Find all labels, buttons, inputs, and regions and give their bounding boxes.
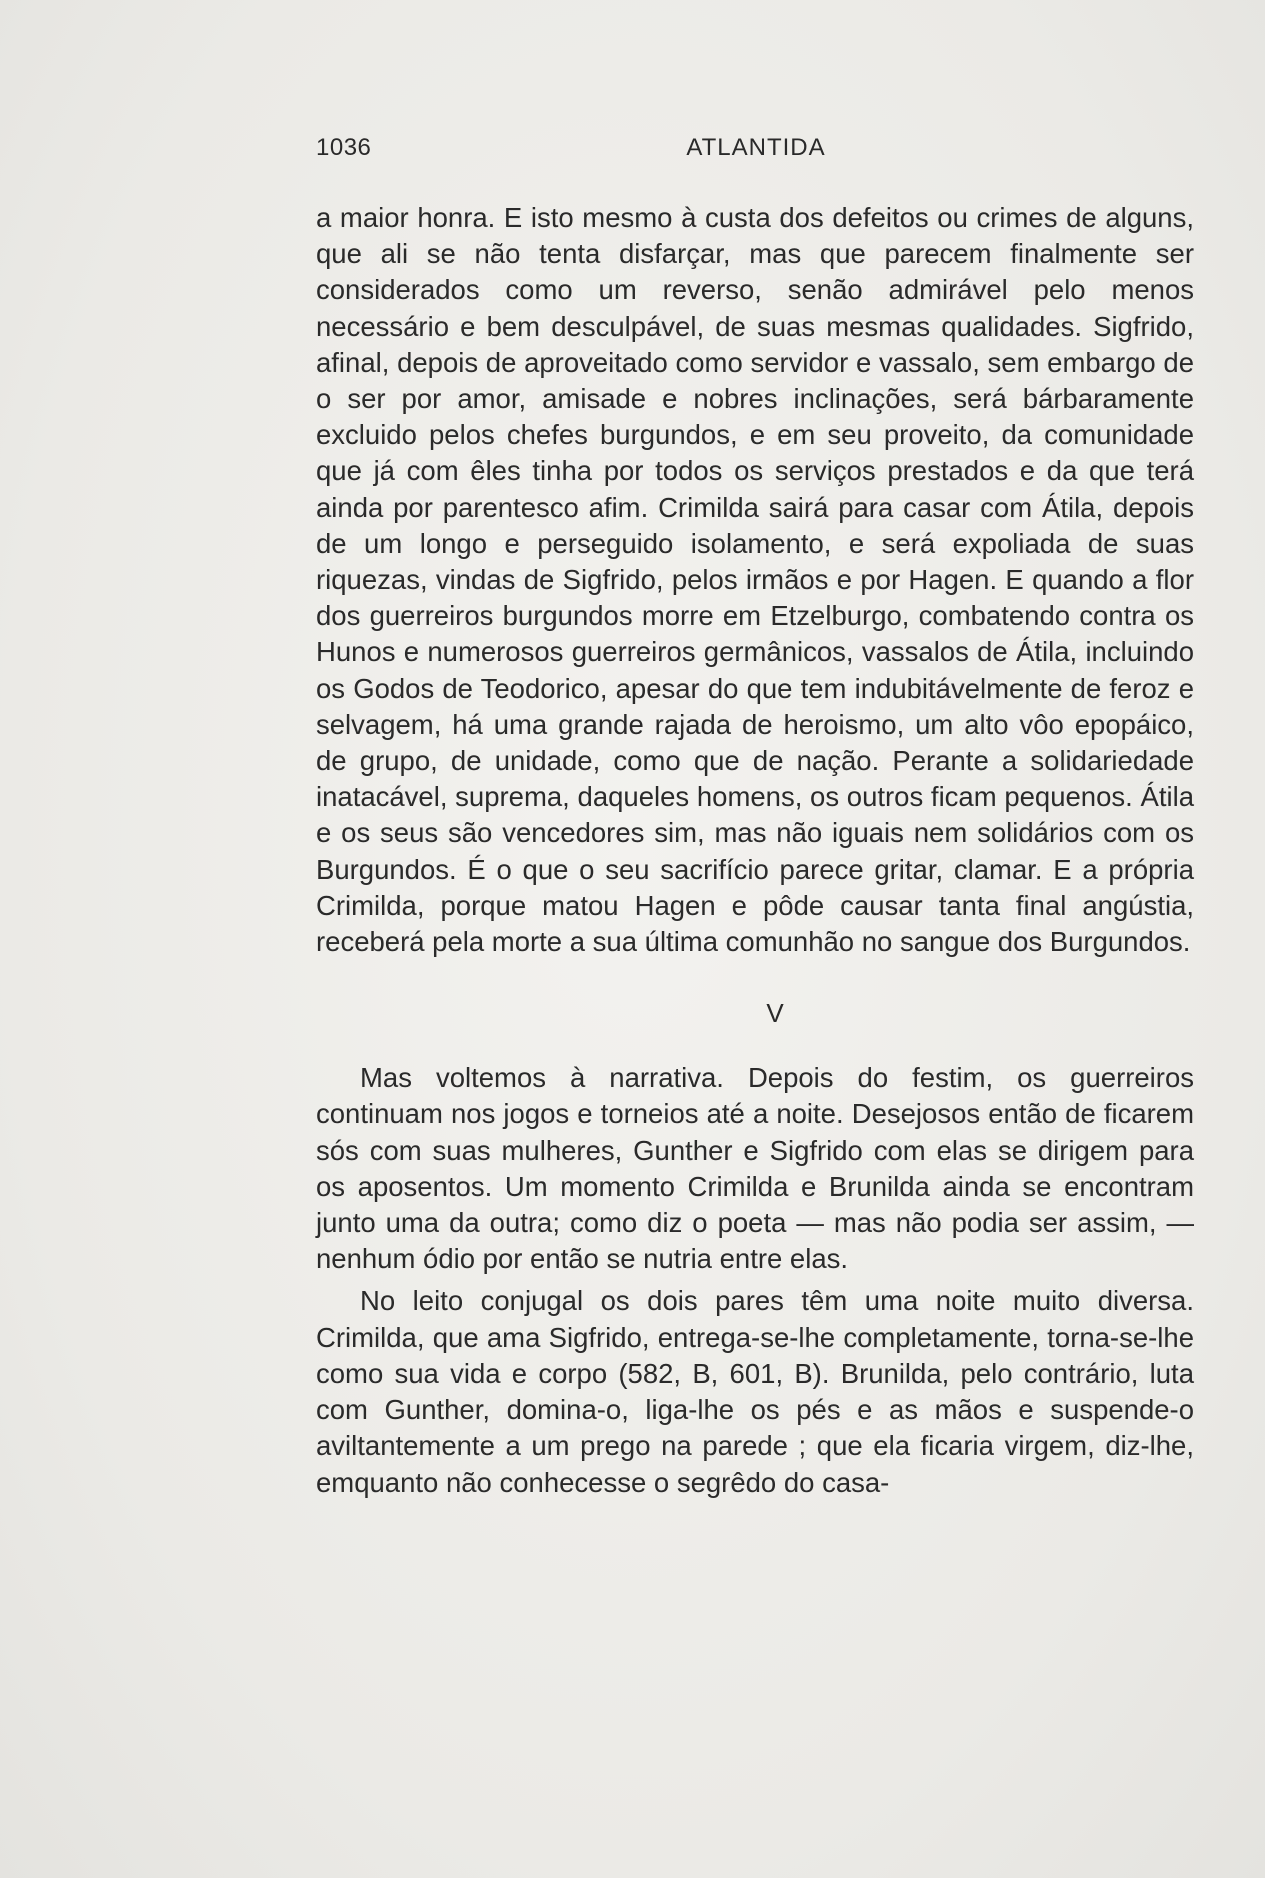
body-text (316, 200, 1194, 1501)
page-number: 1036 (316, 134, 372, 161)
paragraph-2: Mas voltemos à narrativa. Depois do festim, os guerreiros continuam nos jogos e torneios até a noite. Desejosos então de ficarem sós com suas mulheres, Gunther e Sigfrido com elas se dirigem para os aposentos. Um momento Crimilda e Brunilda ainda se encontram junto uma da outra; como diz o poeta — mas não podia ser assim, — nenhum ódio por então se nutria entre elas. (316, 1062, 1194, 1275)
page-header (316, 134, 1196, 164)
section-heading: V (766, 998, 784, 1029)
paragraph-3: No leito conjugal os dois pares têm uma noite muito diversa. Crimilda, que ama Sigfrido, entrega-se-lhe completamente, torna-se-lhe como sua vida e corpo (582, B, 601, B). Brunilda, pelo contrário, luta com Gunther, domina-o, liga-lhe os pés e as mãos e suspende-o aviltantemente a um prego na parede ; que ela ficaria virgem, diz-lhe, emquanto não conhecesse o segrêdo do casa- (316, 1285, 1194, 1498)
running-title: ATLANTIDA (686, 134, 826, 161)
paragraph-1: a maior honra. E isto mesmo à custa dos defeitos ou crimes de alguns, que ali se não tenta disfarçar, mas que parecem finalmente ser considerados como um reverso, senão admirável pelo menos necessário e bem desculpável, de suas mesmas qualidades. Sigfrido, afinal, depois de aproveitado como servidor e vassalo, sem embargo de o ser por amor, amisade e nobres inclinações, será bárbaramente excluido pelos chefes burgundos, e em seu proveito, da comunidade que já com êles tinha por todos os serviços prestados e da que terá ainda por parentesco afim. Crimilda sairá para casar com Átila, depois de um longo e perseguido isolamento, e será expoliada de suas riquezas, vindas de Sigfrido, pelos irmãos e por Hagen. E quando a flor dos guerreiros burgundos morre em Etzelburgo, combatendo contra os Hunos e numerosos guerreiros germânicos, vassalos de Átila, incluindo os Godos de Teodorico, apesar do que tem indubitávelmente de feroz e selvagem, há uma grande rajada de heroismo, um alto vôo epopáico, de grupo, de unidade, como que de nação. Perante a solidariedade inatacável, suprema, daqueles homens, os outros ficam pequenos. Átila e os seus são vencedores sim, mas não iguais nem solidários com os Burgundos. É o que o seu sacrifício parece gritar, clamar. E a própria Crimilda, porque matou Hagen e pôde causar tanta final angústia, receberá pela morte a sua última comunhão no sangue dos Burgundos. (316, 202, 1194, 958)
